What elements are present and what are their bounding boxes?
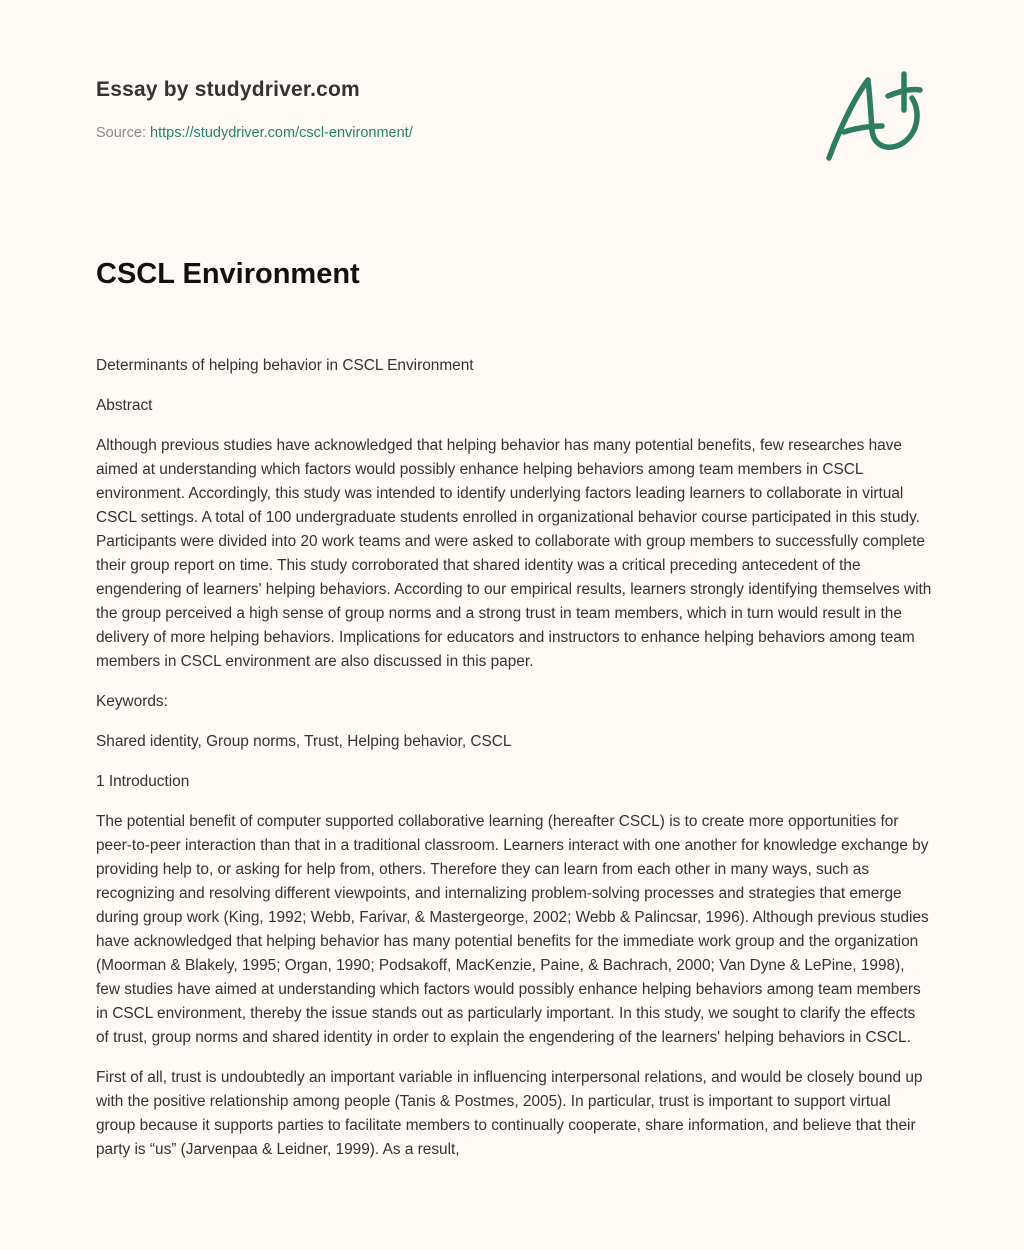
page-header [96,74,796,143]
abstract-heading: Abstract [96,397,153,414]
abstract-paragraph: Although previous studies have acknowledged that helping behavior has many potential benefits, few researches have aimed at understanding which factors would possibly enhance helping behaviors among team members in CSCL environment. Accordingly, this study was intended to identify underlying factors leading learners to collaborate in virtual CSCL settings. A total of 100 undergraduate students enrolled in organizational behavior course participated in this study. Participants were divided into 20 work teams and were asked to collaborate with group members to successfully complete their group report on time. This study corroborated that shared identity was a critical preceding antecedent of the engendering of learners' helping behaviors. According to our empirical results, learners strongly identifying themselves with the group perceived a high sense of group norms and a strong trust in team members, which in turn would result in the delivery of more helping behaviors. Implications for educators and instructors to enhance helping behaviors among team members in CSCL environment are also discussed in this paper. [96,437,932,670]
site-title: Essay by studydriver.com [96,78,360,101]
subtitle: Determinants of helping behavior in CSCL Environment [96,357,474,374]
source-label: Source: [96,125,146,141]
introduction-heading: 1 Introduction [96,773,190,790]
keywords-list: Shared identity, Group norms, Trust, Helping behavior, CSCL [96,733,512,750]
document-title: CSCL Environment [96,258,360,290]
a-plus-grade-icon [820,68,930,168]
document-body [96,354,932,1178]
source-link[interactable]: https://studydriver.com/cscl-environment/ [150,125,413,141]
introduction-paragraph: The potential benefit of computer supported collaborative learning (hereafter CSCL) is to create more opportunities for peer-to-peer interaction than that in a traditional classroom. Learners interact with one another for knowledge exchange by providing help to, or asking for help from, others. Therefore they can learn from each other in many ways, such as recognizing and resolving different viewpoints, and internalizing problem-solving processes and strategies that emerge during group work (King, 1992; Webb, Farivar, & Mastergeorge, 2002; Webb & Palincsar, 1996). Although previous studies have acknowledged that helping behavior has many potential benefits for the immediate work group and the organization (Moorman & Blakely, 1995; Organ, 1990; Podsakoff, MacKenzie, Paine, & Bachrach, 2000; Van Dyne & LePine, 1998), few studies have aimed at understanding which factors would possibly enhance helping behaviors among team members in CSCL environment, thereby the issue stands out as particularly important. In this study, we sought to clarify the effects of trust, group norms and shared identity in order to explain the engendering of the learners' helping behaviors in CSCL. [96,813,929,1046]
keywords-heading: Keywords: [96,693,168,710]
source-line [96,123,796,143]
body-paragraph: First of all, trust is undoubtedly an important variable in influencing interpersonal relations, and would be closely bound up with the positive relationship among people (Tanis & Postmes, 2005). In particular, trust is important to support virtual group because it supports parties to facilitate members to continually cooperate, share information, and believe that their party is “us” (Jarvenpaa & Leidner, 1999). As a result, [96,1069,923,1158]
